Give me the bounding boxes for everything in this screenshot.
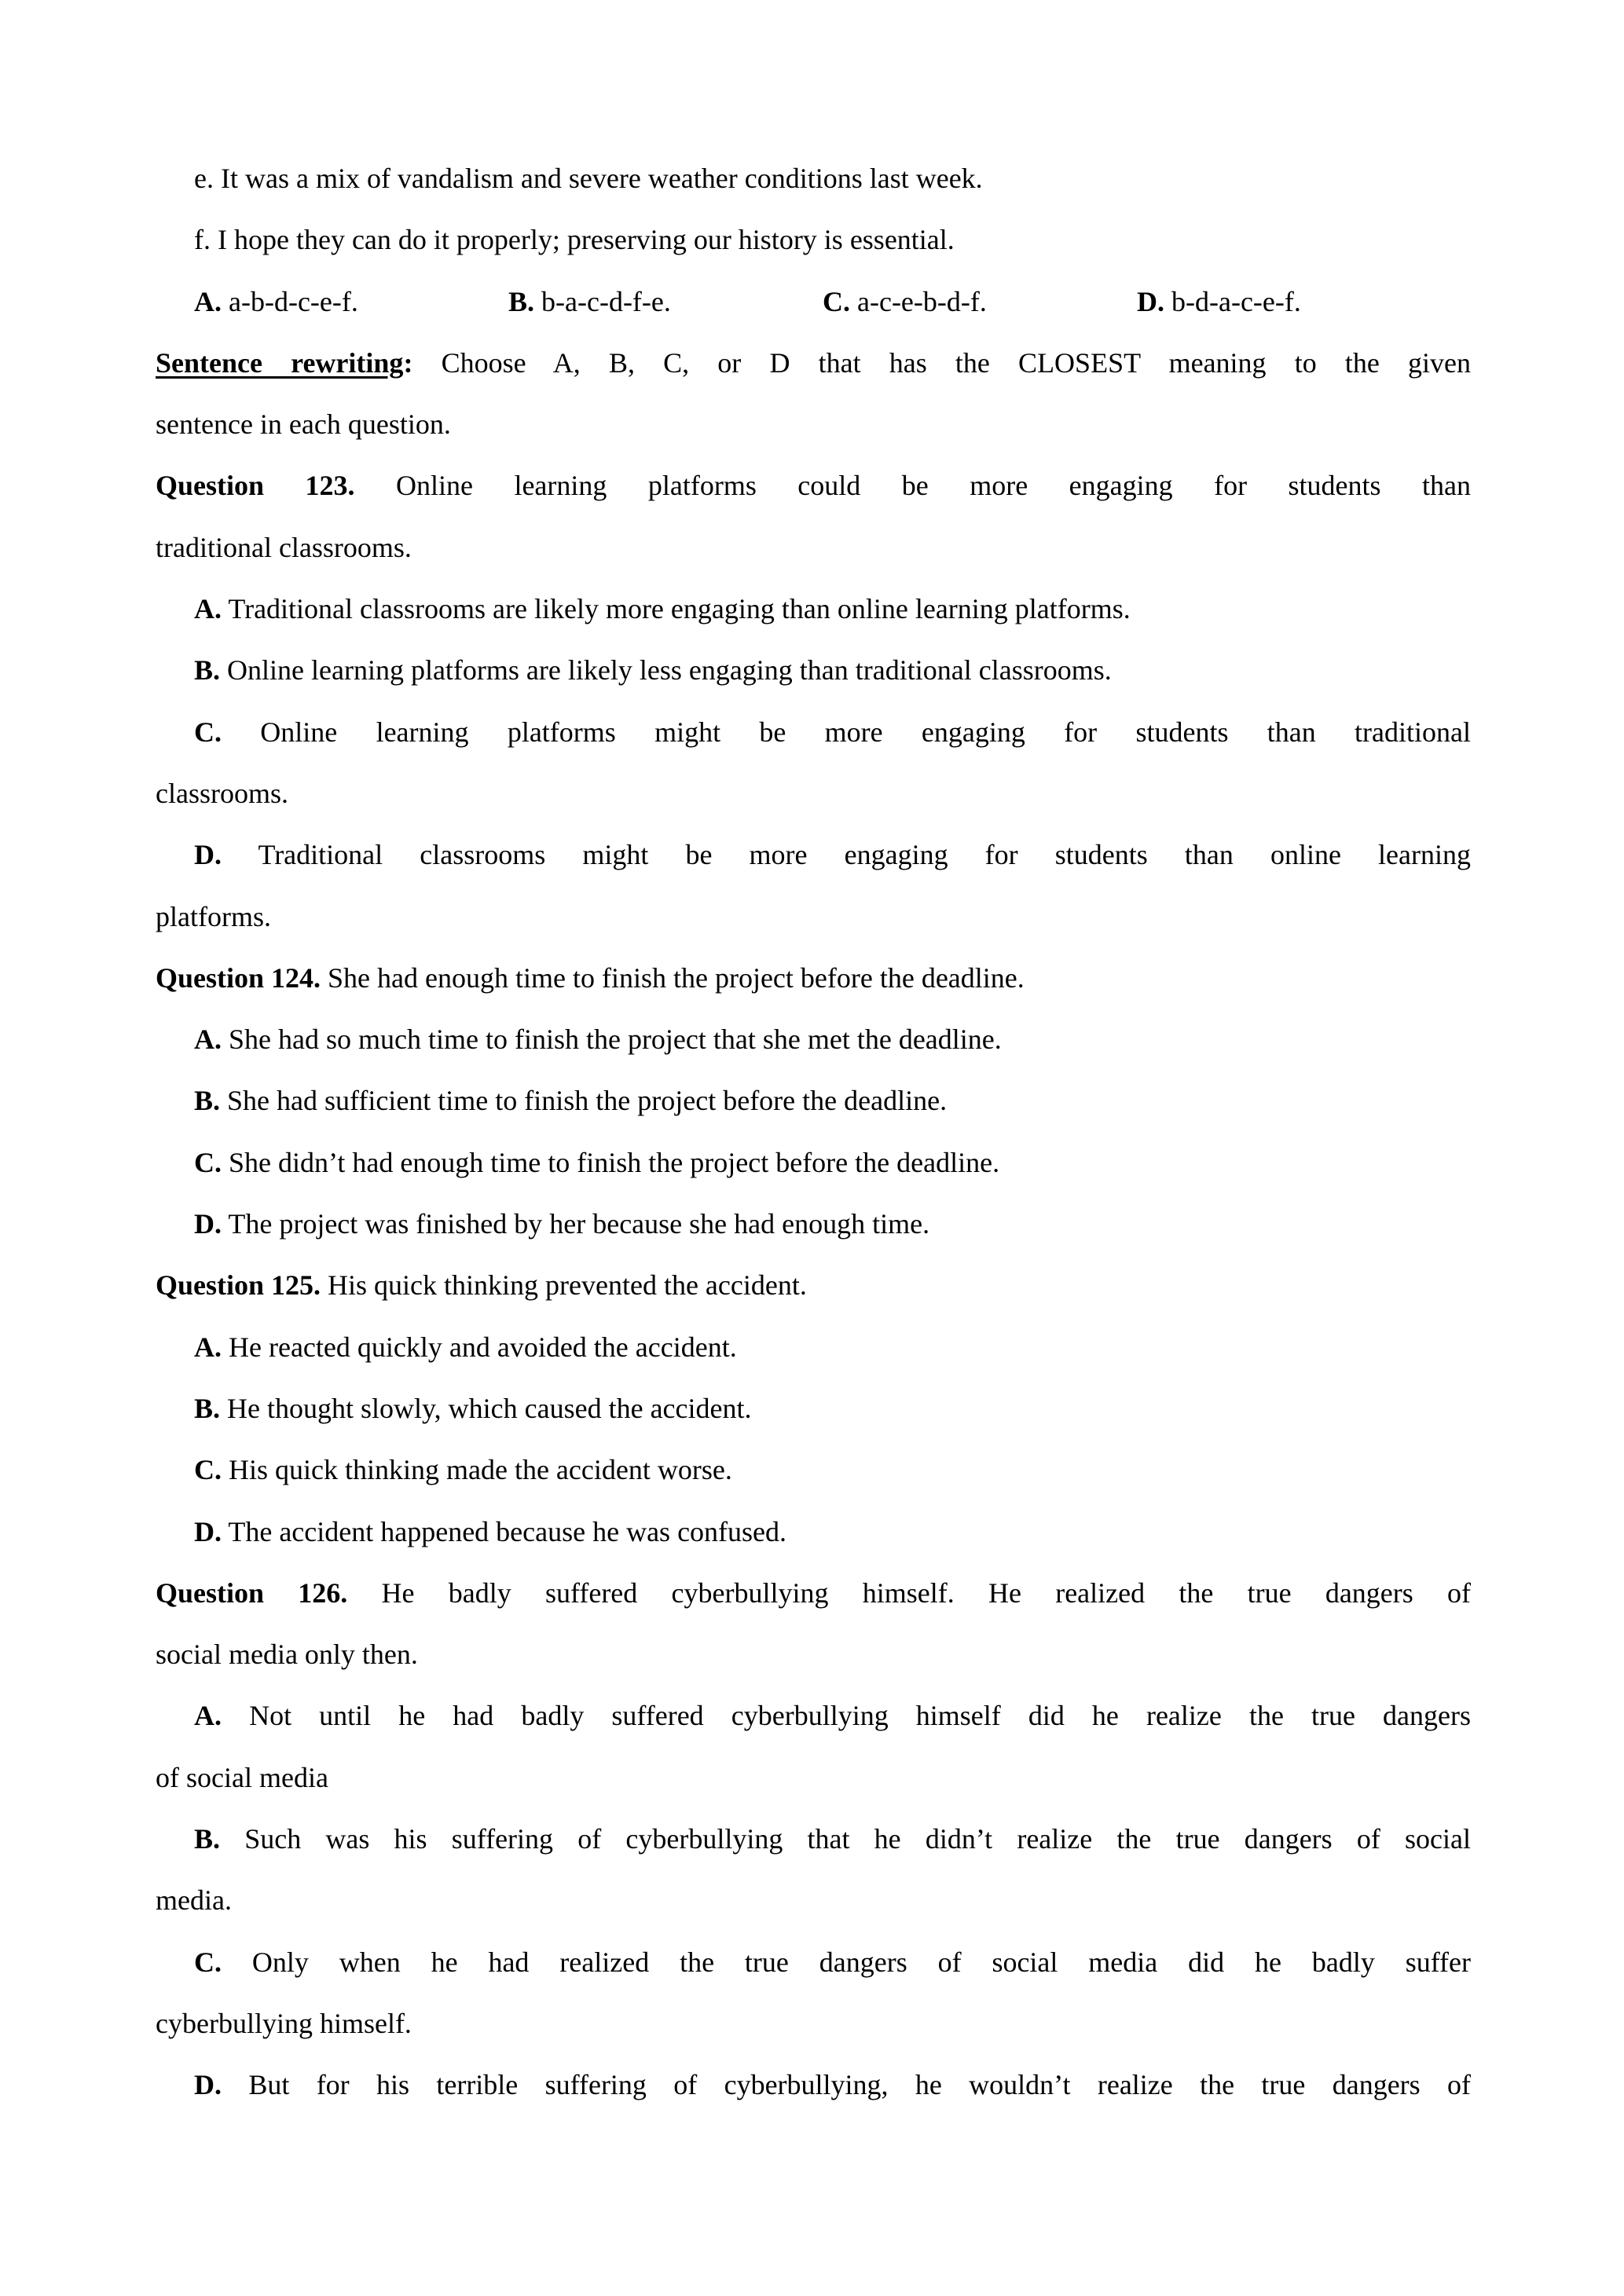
question-126-option-a[interactable] (156, 1685, 1471, 1746)
question-123-option-d[interactable] (156, 824, 1471, 885)
answer-option-b[interactable] (508, 271, 671, 332)
item-text: It was a mix of vandalism and severe weather conditions last week. (220, 163, 983, 194)
option-text-cont: classrooms. (156, 777, 288, 809)
item-label: f. (194, 224, 211, 256)
option-text: Only when he had realized the true dangers of social media did he badly suffer (251, 1946, 1471, 1978)
question-123-option-b[interactable] (156, 639, 1471, 701)
question-125-option-a[interactable] (156, 1316, 1471, 1378)
option-text: He reacted quickly and avoided the accident. (229, 1331, 737, 1363)
question-124-option-c[interactable] (156, 1132, 1471, 1193)
option-letter: A. (194, 1331, 222, 1363)
exam-page (156, 148, 1471, 2116)
item-text: I hope they can do it properly; preserving our history is essential. (218, 224, 955, 256)
option-letter: B. (194, 1823, 221, 1855)
question-124-option-b[interactable] (156, 1070, 1471, 1131)
instruction-text-cont: sentence in each question. (156, 408, 451, 441)
question-125-option-b[interactable] (156, 1378, 1471, 1439)
option-text: a-b-d-c-e-f. (229, 285, 358, 317)
section-heading-colon: : (403, 346, 413, 379)
question-123-option-c[interactable] (156, 701, 1471, 763)
question-stem-cont: traditional classrooms. (156, 531, 412, 563)
option-letter: A. (194, 1023, 222, 1056)
question-126-option-b[interactable] (156, 1808, 1471, 1869)
option-letter: C. (194, 1454, 222, 1486)
option-letter: C. (823, 285, 850, 317)
option-text: Not until he had badly suffered cyberbullying himself did he realize the true dangers (249, 1700, 1471, 1732)
question-125-stem (156, 1254, 1471, 1316)
question-label: Question 126. (156, 1576, 348, 1609)
option-text: Such was his suffering of cyberbullying that he didn’t realize the true dangers of social (244, 1823, 1471, 1855)
option-letter: A. (194, 1700, 222, 1732)
ordering-answer-options (156, 271, 1471, 332)
option-text: She had sufficient time to finish the project before the deadline. (227, 1085, 948, 1117)
option-text-cont: media. (156, 1884, 232, 1917)
question-stem: His quick thinking prevented the accident. (328, 1269, 807, 1302)
option-text: Online learning platforms might be more engaging for students than traditional (260, 716, 1471, 748)
option-text-cont: cyberbullying himself. (156, 2007, 412, 2039)
option-letter: D. (194, 1208, 222, 1240)
ordering-item-e (156, 148, 1471, 209)
instruction-text: Choose A, B, C, or D that has the CLOSEST meaning to the given (441, 346, 1471, 379)
option-text: Online learning platforms are likely less engaging than traditional classrooms. (227, 654, 1112, 687)
option-text: a-c-e-b-d-f. (857, 285, 987, 317)
question-125-option-c[interactable] (156, 1439, 1471, 1500)
item-label: e. (194, 163, 214, 194)
question-126-option-c-cont[interactable] (156, 1993, 1471, 2054)
question-126-option-c[interactable] (156, 1932, 1471, 1993)
option-text: She didn’t had enough time to finish the project before the deadline. (229, 1146, 1000, 1178)
section-instruction (156, 332, 1471, 394)
option-letter: C. (194, 716, 222, 748)
section-heading: Sentence rewriting (156, 346, 404, 379)
option-letter: D. (194, 2069, 222, 2101)
option-letter: A. (194, 593, 222, 625)
answer-option-c[interactable] (823, 271, 987, 332)
option-letter: B. (194, 654, 221, 687)
option-text: The project was finished by her because she had enough time. (228, 1208, 930, 1240)
option-text: His quick thinking made the accident worse. (229, 1454, 732, 1486)
question-126-option-a-cont[interactable] (156, 1747, 1471, 1808)
option-text: He thought slowly, which caused the accident. (227, 1392, 752, 1424)
section-instruction-cont (156, 394, 1471, 455)
answer-option-d[interactable] (1137, 271, 1301, 332)
question-124-option-a[interactable] (156, 1009, 1471, 1070)
option-text-cont: platforms. (156, 900, 271, 932)
option-letter: B. (508, 285, 535, 317)
option-letter: D. (1137, 285, 1164, 317)
question-123-option-d-cont[interactable] (156, 886, 1471, 947)
answer-option-a[interactable] (194, 271, 358, 332)
option-letter: A. (194, 285, 222, 317)
option-text: b-a-c-d-f-e. (541, 285, 671, 317)
question-label: Question 125. (156, 1269, 321, 1302)
option-text: Traditional classrooms are likely more engaging than online learning platforms. (228, 593, 1131, 625)
question-123-option-c-cont[interactable] (156, 763, 1471, 824)
option-letter: B. (194, 1392, 221, 1424)
question-123-stem (156, 455, 1471, 516)
option-text: The accident happened because he was confused. (228, 1515, 787, 1547)
question-126-option-d[interactable] (156, 2054, 1471, 2115)
question-126-stem (156, 1562, 1471, 1624)
question-123-option-a[interactable] (156, 578, 1471, 639)
option-text: But for his terrible suffering of cyberbullying, he wouldn’t realize the true dangers of (248, 2069, 1471, 2101)
question-126-stem-cont (156, 1624, 1471, 1685)
question-123-stem-cont (156, 517, 1471, 578)
question-stem: Online learning platforms could be more engaging for students than (395, 470, 1471, 502)
option-letter: C. (194, 1946, 222, 1978)
option-text: Traditional classrooms might be more engaging for students than online learning (258, 839, 1471, 871)
question-124-option-d[interactable] (156, 1193, 1471, 1254)
ordering-item-f (156, 209, 1471, 270)
option-letter: D. (194, 839, 222, 871)
option-letter: D. (194, 1515, 222, 1547)
option-text: She had so much time to finish the project that she met the deadline. (229, 1023, 1002, 1056)
option-text-cont: of social media (156, 1761, 328, 1793)
option-letter: B. (194, 1085, 221, 1117)
question-label: Question 123. (156, 470, 355, 502)
question-125-option-d[interactable] (156, 1501, 1471, 1562)
question-124-stem (156, 947, 1471, 1009)
question-stem: She had enough time to finish the project before the deadline. (328, 961, 1025, 994)
question-stem: He badly suffered cyberbullying himself. He realized the true dangers of (381, 1576, 1471, 1609)
question-stem-cont: social media only then. (156, 1639, 418, 1671)
option-text: b-d-a-c-e-f. (1171, 285, 1301, 317)
option-letter: C. (194, 1146, 222, 1178)
question-label: Question 124. (156, 961, 321, 994)
question-126-option-b-cont[interactable] (156, 1869, 1471, 1931)
